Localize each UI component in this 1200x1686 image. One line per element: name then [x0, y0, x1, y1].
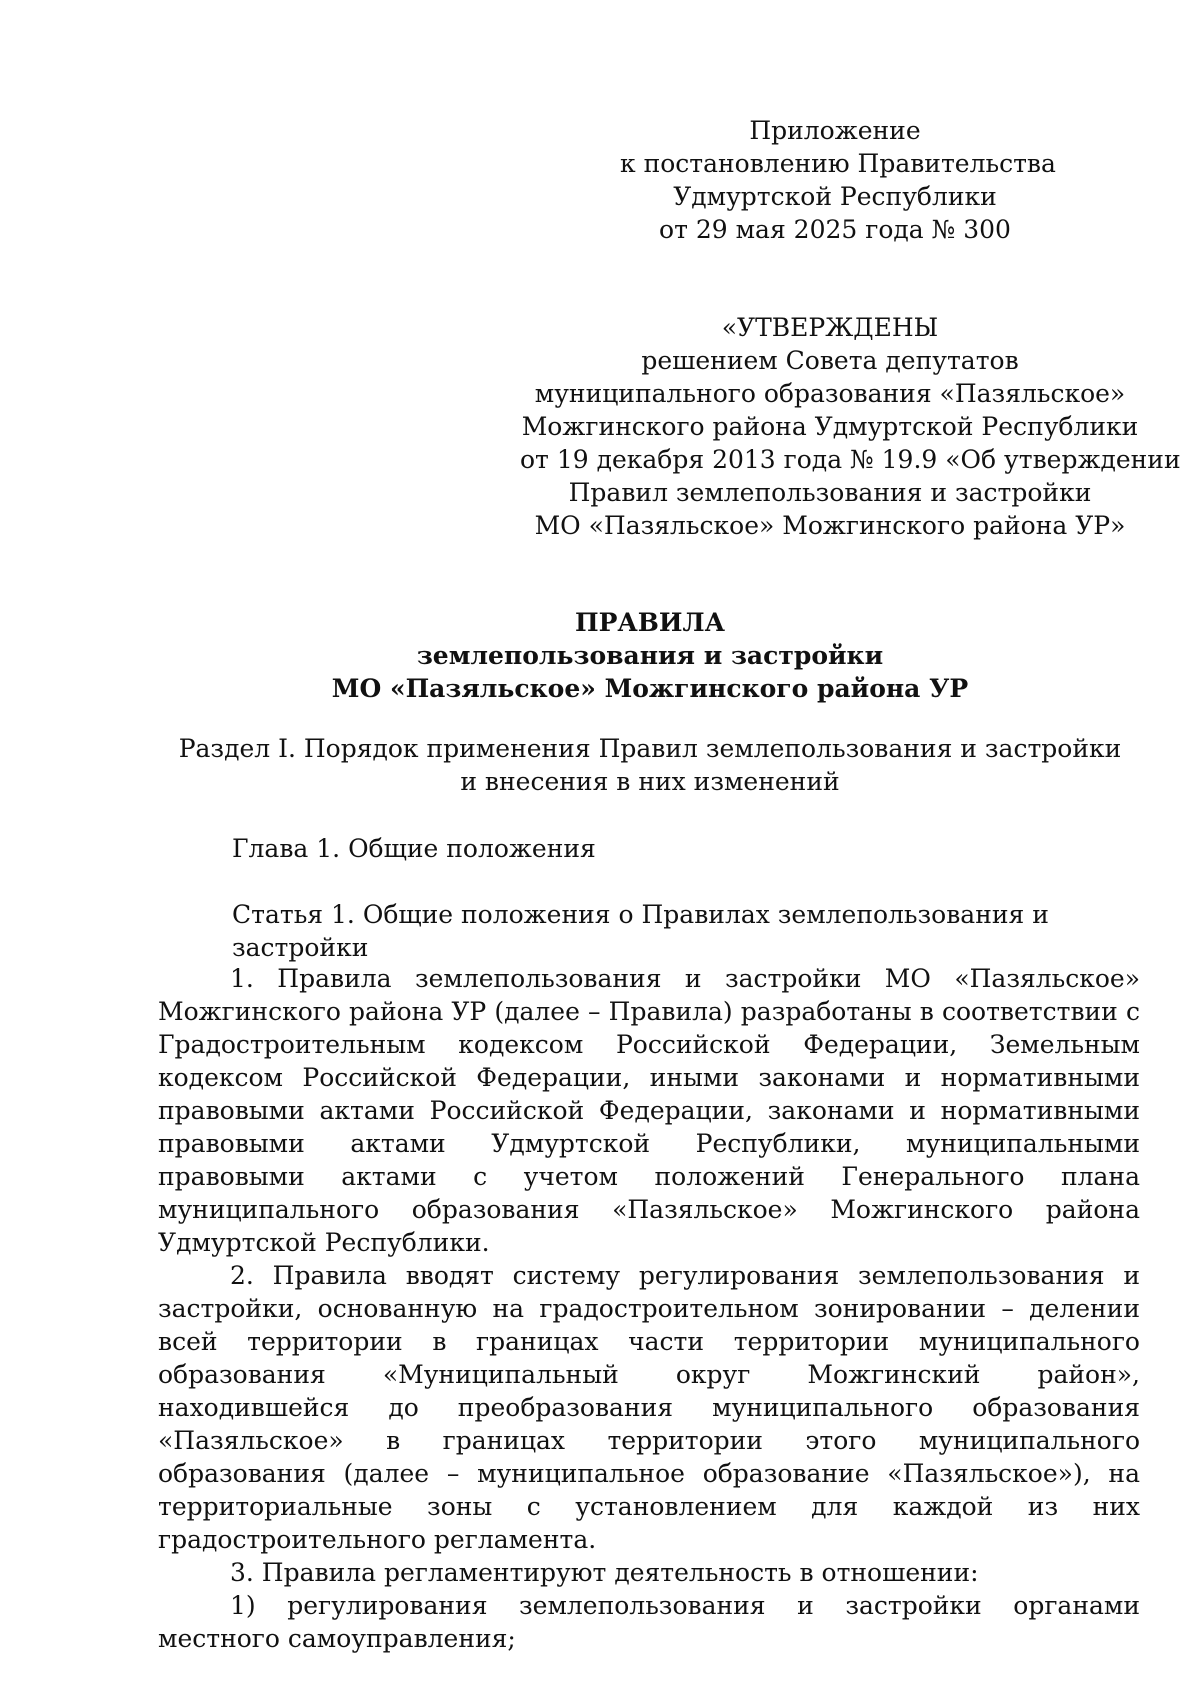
appendix-line: к постановлению Правительства [620, 149, 1056, 178]
title-line: землепользования и застройки [416, 641, 884, 670]
document-title [160, 606, 1140, 705]
approval-line: Правил землепользования и застройки [568, 478, 1092, 507]
approval-line: муниципального образования «Пазяльское» [534, 379, 1126, 408]
paragraph: 1) регулирования землепользования и застройки органами местного самоуправления; [158, 1591, 1140, 1653]
chapter-heading: Глава 1. Общие положения [232, 834, 596, 863]
approval-line: решением Совета депутатов [641, 346, 1019, 375]
paragraph: 1. Правила землепользования и застройки МО «Пазяльское» Можгинского района УР (далее – Правила) разработаны в соответствии с Градостроительным кодексом Российской Федерации, Земельным кодексом Российской Федерации, иными законами и нормативными правовыми актами Российской Федерации, законами и нормативными правовыми актами Удмуртской Республики, муниципальными правовыми актами с учетом положений Генерального плана муниципального образования «Пазяльское» Можгинского района Удмуртской Республики. [158, 964, 1140, 1257]
approval-block [520, 311, 1181, 542]
appendix-header [620, 114, 1056, 246]
appendix-line: Удмуртской Республики [673, 182, 997, 211]
title-main: ПРАВИЛА [575, 608, 725, 637]
title-line: МО «Пазяльское» Можгинского района УР [331, 674, 969, 703]
section-heading [160, 732, 1140, 798]
appendix-line: Приложение [749, 116, 921, 145]
approval-line: Можгинского района Удмуртской Республики [521, 412, 1139, 441]
article-heading: Статья 1. Общие положения о Правилах землепользования и застройки [232, 900, 1049, 962]
section-line: и внесения в них изменений [460, 767, 840, 796]
appendix-line: от 29 мая 2025 года № 300 [659, 215, 1011, 244]
paragraph: 2. Правила вводят систему регулирования землепользования и застройки, основанную на градостроительном зонировании – делении всей территории в границах части территории муниципального образования «Муниципальный округ Можгинский район», находившейся до преобразования муниципального образования «Пазяльское» в границах территории этого муниципального образования (далее – муниципальное образование «Пазяльское»), на территориальные зоны с установлением для каждой из них градостроительного регламента. [158, 1261, 1140, 1554]
section-line: Раздел I. Порядок применения Правил землепользования и застройки [178, 734, 1122, 763]
approval-line: МО «Пазяльское» Можгинского района УР» [534, 511, 1126, 540]
body-text [158, 962, 1140, 1655]
approval-line: «УТВЕРЖДЕНЫ [721, 313, 939, 342]
approval-line: от 19 декабря 2013 года № 19.9 «Об утверждении [520, 445, 1181, 474]
paragraph: 3. Правила регламентируют деятельность в отношении: [230, 1558, 979, 1587]
